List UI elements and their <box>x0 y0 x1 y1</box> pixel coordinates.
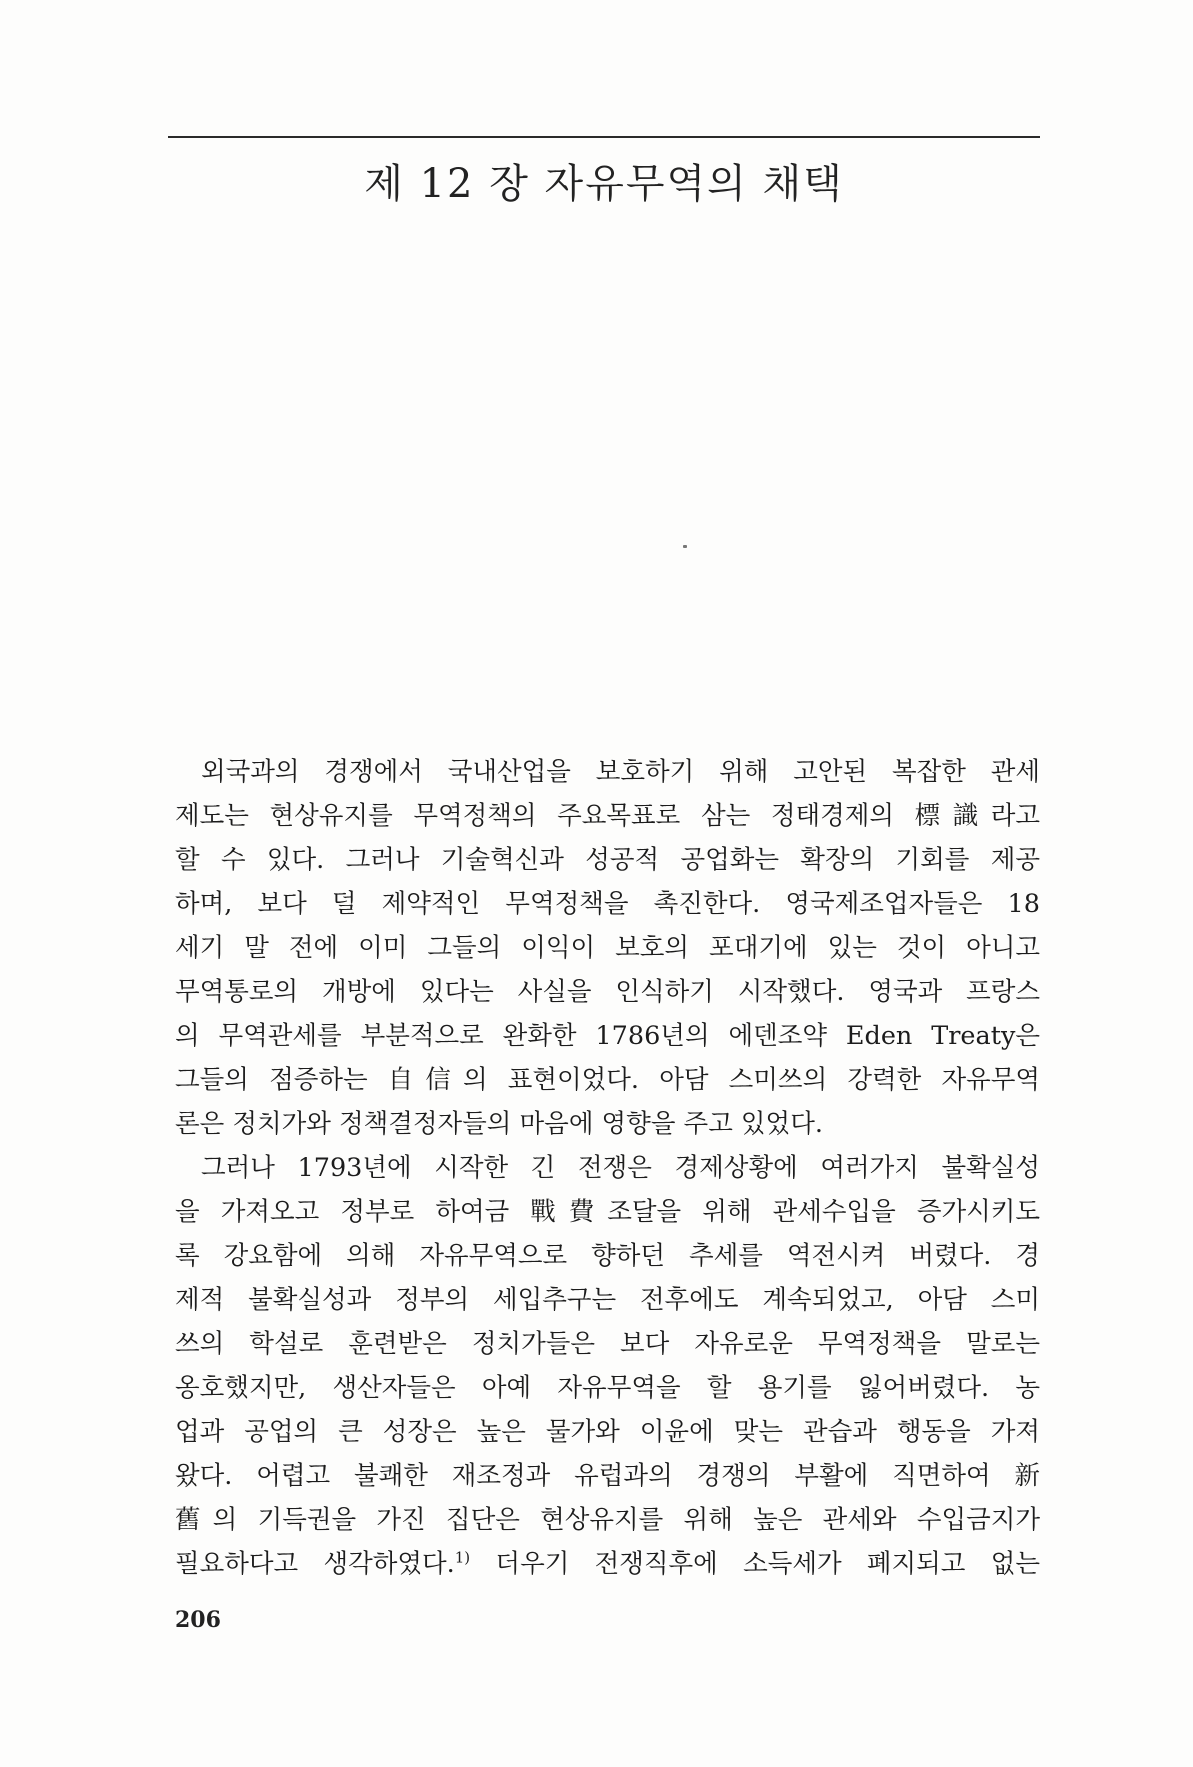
text-line: 외국과의 경쟁에서 국내산업을 보호하기 위해 고안된 복잡한 관세 <box>201 757 1040 787</box>
text-line: 제적 불확실성과 정부의 세입추구는 전후에도 계속되었고, 아담 스미 <box>175 1285 1040 1315</box>
text-line: 쓰의 학설로 훈련받은 정치가들은 보다 자유로운 무역정책을 말로는 <box>175 1329 1040 1359</box>
text-line: 하며, 보다 덜 제약적인 무역정책을 촉진한다. 영국제조업자들은 18 <box>175 889 1040 919</box>
footnote-reference[interactable]: 1) <box>454 1548 471 1567</box>
text-line: 무역통로의 개방에 있다는 사실을 인식하기 시작했다. 영국과 프랑스 <box>175 977 1040 1007</box>
header-rule <box>168 136 1040 138</box>
text-line: 할 수 있다. 그러나 기술혁신과 성공적 공업화는 확장의 기회를 제공 <box>175 845 1040 875</box>
text-line: 舊의 기득권을 가진 집단은 현상유지를 위해 높은 관세와 수입금지가 <box>175 1505 1040 1535</box>
chapter-title: 제 12 장 자유무역의 채택 <box>364 161 844 207</box>
text-line: 을 가져오고 정부로 하여금 戰費조달을 위해 관세수입을 증가시키도 <box>175 1197 1040 1227</box>
text-line: 제도는 현상유지를 무역정책의 주요목표로 삼는 정태경제의 標識라고 <box>175 801 1040 831</box>
text-line-with-footnote <box>175 1542 1040 1586</box>
page-number: 206 <box>175 1607 221 1633</box>
text-line: 업과 공업의 큰 성장은 높은 물가와 이윤에 맞는 관습과 행동을 가져 <box>175 1417 1040 1447</box>
text-line: 론은 정치가와 정책결정자들의 마음에 영향을 주고 있었다. <box>175 1109 823 1139</box>
text-line: 옹호했지만, 생산자들은 아예 자유무역을 할 용기를 잃어버렸다. 농 <box>175 1373 1040 1403</box>
text-line: 그러나 1793년에 시작한 긴 전쟁은 경제상황에 여러가지 불확실성 <box>201 1153 1040 1183</box>
text-line: 록 강요함에 의해 자유무역으로 향하던 추세를 역전시켜 버렸다. 경 <box>175 1241 1040 1271</box>
stray-ink-mark <box>683 545 687 548</box>
text-line: 그들의 점증하는 自信의 표현이었다. 아담 스미쓰의 강력한 자유무역 <box>175 1065 1040 1095</box>
text-line: 세기 말 전에 이미 그들의 이익이 보호의 포대기에 있는 것이 아니고 <box>175 933 1040 963</box>
text-segment: 필요하다고 생각하였다. <box>175 1549 455 1579</box>
text-segment: 더우기 전쟁직후에 소득세가 폐지되고 없는 <box>470 1549 1040 1579</box>
body-text <box>175 750 1040 1586</box>
text-line: 의 무역관세를 부분적으로 완화한 1786년의 에덴조약 Eden Treaty은 <box>175 1021 1040 1051</box>
text-line: 왔다. 어렵고 불쾌한 재조정과 유럽과의 경쟁의 부활에 직면하여 新 <box>175 1461 1040 1491</box>
